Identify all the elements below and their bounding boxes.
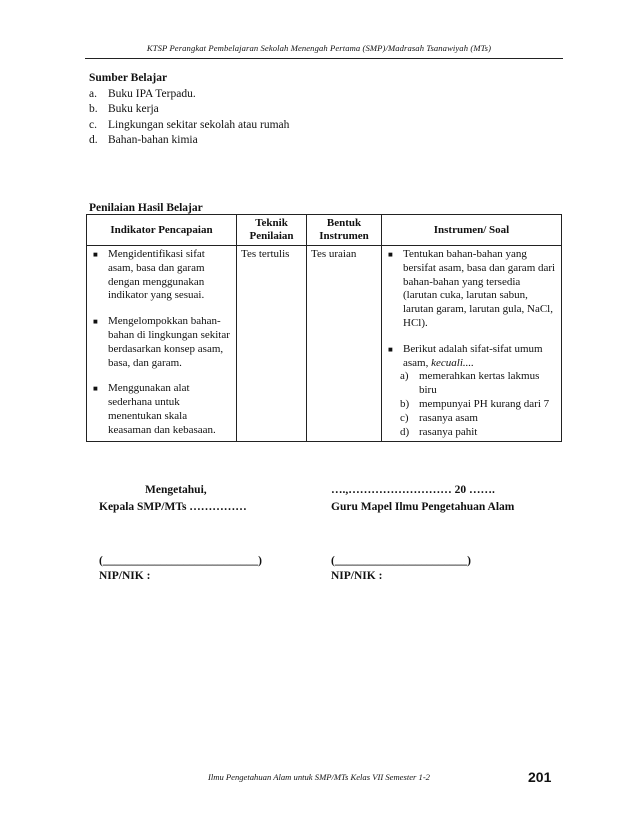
option-item bbox=[386, 412, 557, 426]
option-item bbox=[386, 370, 557, 398]
sumber-item-marker: a. bbox=[89, 87, 97, 100]
indikator-text: Menggunakan alat sederhana untuk menentukan skala keasaman dan kebasaan. bbox=[108, 382, 216, 436]
signature-left bbox=[99, 482, 247, 516]
table-row bbox=[87, 246, 562, 442]
signature-blank-right: (_______________________) bbox=[331, 555, 471, 567]
square-bullet-icon: ■ bbox=[93, 384, 98, 394]
indikator-text: Mengelompokkan bahan-bahan di lingkungan sekitar berdasarkan konsep asam, basa, dan garam. bbox=[108, 315, 230, 369]
soal-text: Tentukan bahan-bahan yang bersifat asam, basa dan garam dari bahan-bahan yang tersedia (larutan cuka, larutan sabun, larutan garam, larutan gula, NaCl, HCl). bbox=[403, 248, 556, 329]
header-bentuk: Bentuk Instrumen bbox=[307, 215, 382, 246]
indikator-cell bbox=[87, 246, 237, 442]
nip-right: NIP/NIK : bbox=[331, 570, 383, 582]
nip-left: NIP/NIK : bbox=[99, 570, 151, 582]
sumber-item bbox=[89, 133, 289, 149]
guru-label: Guru Mapel Ilmu Pengetahuan Alam bbox=[331, 501, 515, 513]
sumber-item-marker: c. bbox=[89, 118, 97, 131]
running-header: KTSP Perangkat Pembelajaran Sekolah Menengah Pertama (SMP)/Madrasah Tsanawiyah (MTs) bbox=[146, 43, 492, 53]
option-text: rasanya asam bbox=[419, 411, 478, 424]
square-bullet-icon: ■ bbox=[388, 250, 393, 259]
indikator-item bbox=[91, 315, 232, 370]
sumber-item bbox=[89, 87, 289, 103]
option-marker: d) bbox=[400, 425, 410, 438]
square-bullet-icon: ■ bbox=[93, 250, 98, 259]
running-footer: Ilmu Pengetahuan Alam untuk SMP/MTs Kelas VII Semester 1-2 bbox=[208, 772, 430, 782]
indikator-text: Mengidentifikasi sifat asam, basa dan garam dengan menggunakan indikator yang sesuai. bbox=[108, 248, 205, 302]
sumber-belajar-title: Sumber Belajar bbox=[89, 72, 168, 84]
sumber-item-text: Lingkungan sekitar sekolah atau rumah bbox=[108, 118, 290, 131]
option-text: mempunyai PH kurang dari 7 bbox=[419, 397, 550, 410]
sumber-item-text: Buku kerja bbox=[108, 103, 159, 115]
soal-item bbox=[386, 248, 557, 331]
sumber-belajar-section bbox=[89, 71, 289, 149]
soal-emphasis: kecuali.... bbox=[431, 356, 474, 369]
header-instrumen: Instrumen/ Soal bbox=[382, 215, 562, 246]
signature-right bbox=[331, 482, 514, 516]
option-item bbox=[386, 398, 557, 412]
assessment-table bbox=[86, 214, 562, 442]
sumber-item bbox=[89, 118, 289, 134]
sumber-item-marker: d. bbox=[89, 134, 98, 146]
option-text: memerahkan kertas lakmus biru bbox=[419, 370, 540, 397]
header-teknik: Teknik Penilaian bbox=[237, 215, 307, 246]
option-text: rasanya pahit bbox=[419, 425, 478, 438]
sumber-item-marker: b. bbox=[89, 103, 98, 115]
header-indikator: Indikator Pencapaian bbox=[87, 215, 237, 246]
square-bullet-icon: ■ bbox=[388, 344, 393, 354]
indikator-item bbox=[91, 248, 232, 303]
teknik-cell: Tes tertulis bbox=[237, 246, 307, 442]
sumber-item-text: Buku IPA Terpadu. bbox=[108, 87, 196, 100]
option-marker: a) bbox=[400, 370, 409, 383]
soal-item bbox=[386, 343, 557, 371]
table-header-row bbox=[87, 215, 562, 246]
page-number: 201 bbox=[528, 769, 552, 785]
option-item bbox=[386, 426, 557, 440]
option-marker: c) bbox=[400, 411, 409, 424]
mengetahui-label: Mengetahui, bbox=[145, 484, 207, 496]
square-bullet-icon: ■ bbox=[93, 317, 98, 327]
sumber-item-text: Bahan-bahan kimia bbox=[108, 134, 198, 146]
sumber-item bbox=[89, 102, 289, 118]
indikator-item bbox=[91, 382, 232, 437]
soal-text bbox=[403, 343, 557, 371]
signature-blank-left: (___________________________) bbox=[99, 555, 262, 567]
instrumen-cell bbox=[382, 246, 562, 442]
penilaian-title: Penilaian Hasil Belajar bbox=[89, 202, 203, 214]
soal-lead: Berikut adalah sifat-sifat umum asam, bbox=[403, 342, 543, 369]
kepala-label: Kepala SMP/MTs …………… bbox=[99, 501, 247, 513]
bentuk-cell: Tes uraian bbox=[307, 246, 382, 442]
header-rule bbox=[85, 58, 563, 59]
option-marker: b) bbox=[400, 397, 410, 410]
date-line: ….,……………………… 20 ……. bbox=[331, 484, 495, 496]
